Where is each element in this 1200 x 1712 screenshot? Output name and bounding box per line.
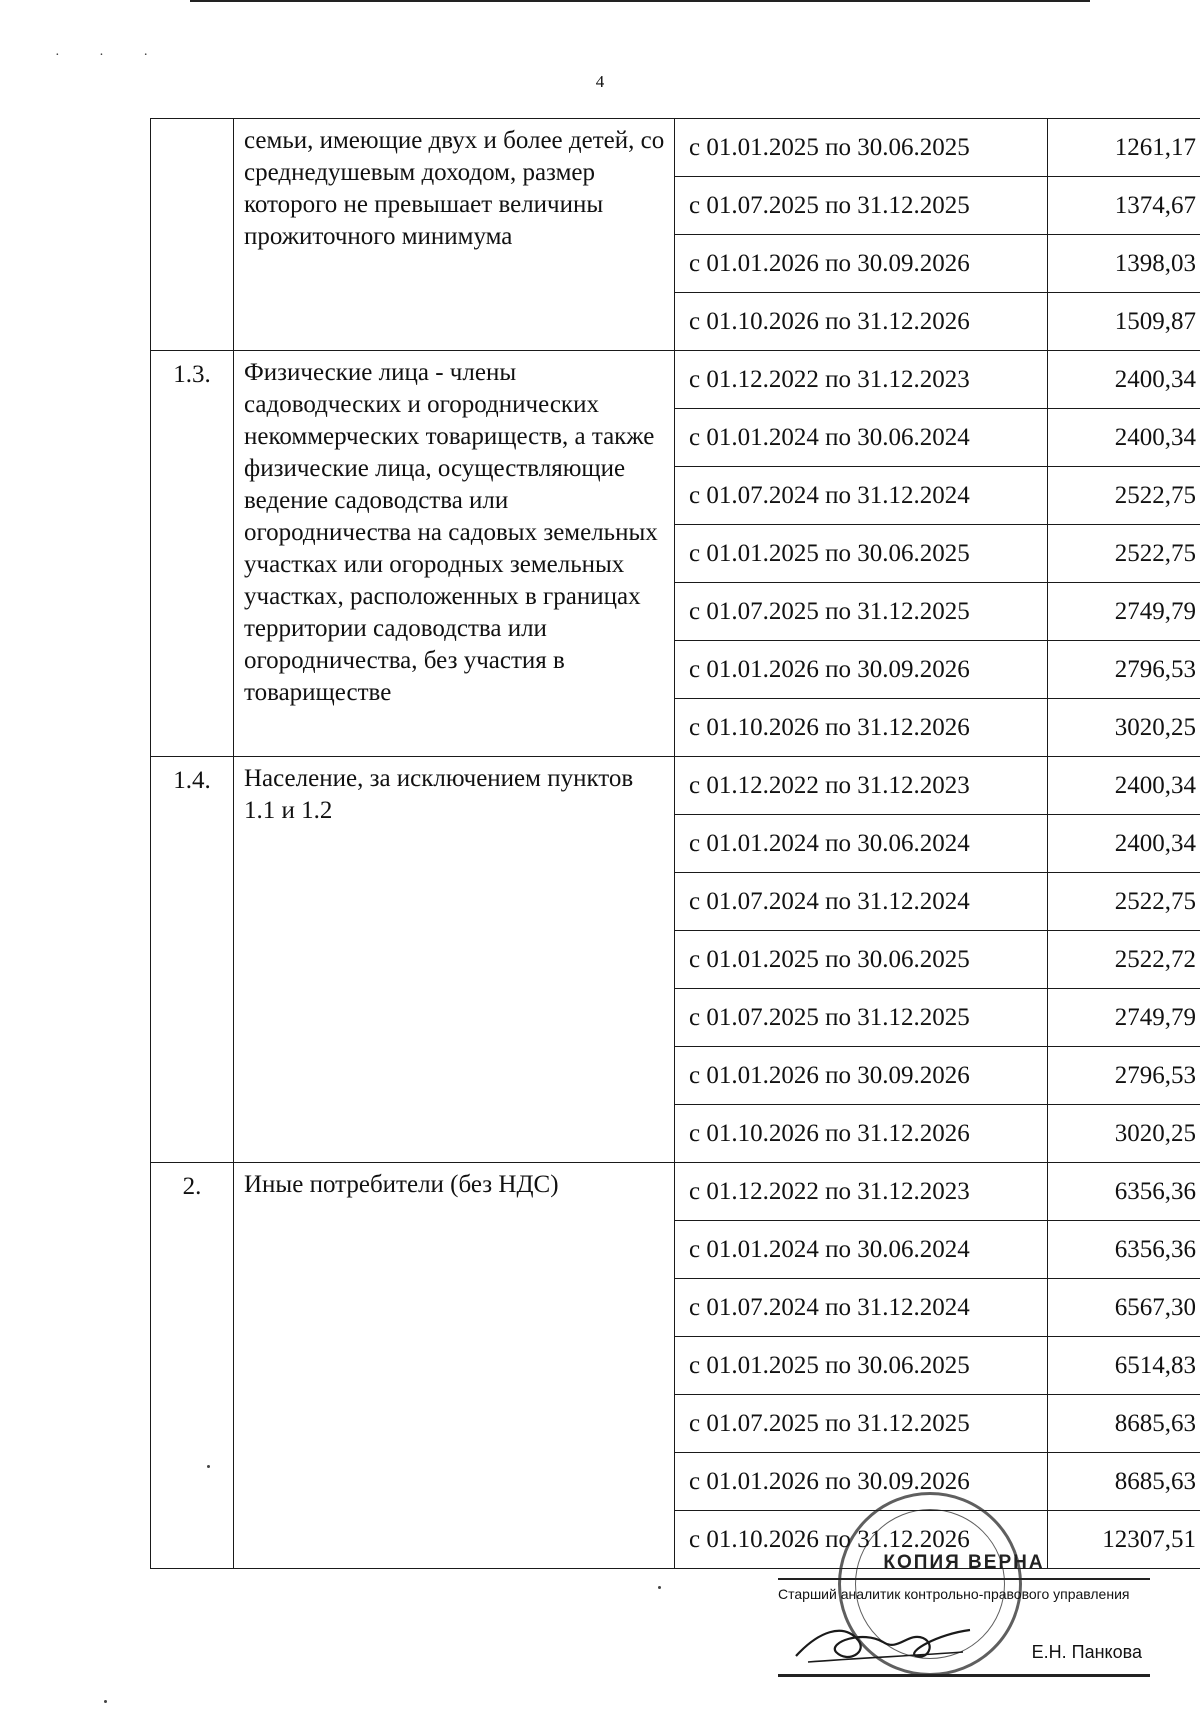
- handwritten-signature: [788, 1612, 978, 1672]
- consumer-category: семьи, имеющие двух и более детей, со среднедушевым доходом, размер которого не превышает величины прожиточного минимума: [234, 119, 675, 351]
- tariff-period: с 01.01.2025 по 30.06.2025: [675, 525, 1048, 583]
- table-row: [151, 1163, 1200, 1221]
- tariff-value: 1509,87: [1048, 293, 1200, 351]
- page-number: 4: [595, 72, 605, 91]
- table-row: [151, 351, 1200, 409]
- tariff-period: с 01.01.2026 по 30.09.2026: [675, 641, 1048, 699]
- table-row: [151, 119, 1200, 177]
- tariff-period: с 01.01.2025 по 30.06.2025: [675, 931, 1048, 989]
- scan-dot: [658, 1586, 661, 1589]
- tariff-value: 2796,53: [1048, 641, 1200, 699]
- tariff-value: 12307,51: [1048, 1511, 1200, 1569]
- tariff-period: с 01.01.2026 по 30.09.2026: [675, 1047, 1048, 1105]
- tariff-value: 2749,79: [1048, 989, 1200, 1047]
- tariff-value: 1374,67: [1048, 177, 1200, 235]
- tariff-period: с 01.12.2022 по 31.12.2023: [675, 1163, 1048, 1221]
- tariff-period: с 01.01.2025 по 30.06.2025: [675, 119, 1048, 177]
- tariff-value: 2522,75: [1048, 467, 1200, 525]
- tariff-period: с 01.12.2022 по 31.12.2023: [675, 351, 1048, 409]
- scan-specks: · · ·: [55, 48, 166, 63]
- item-number: 2.: [151, 1163, 234, 1569]
- tariff-value: 2522,72: [1048, 931, 1200, 989]
- tariff-period: с 01.01.2024 по 30.06.2024: [675, 409, 1048, 467]
- tariff-value: 2400,34: [1048, 757, 1200, 815]
- table-row: [151, 757, 1200, 815]
- tariff-period: с 01.01.2024 по 30.06.2024: [675, 815, 1048, 873]
- signer-position: Старший аналитик контрольно-правового управления: [778, 1586, 1130, 1602]
- tariff-value: 2522,75: [1048, 873, 1200, 931]
- certification-block: [778, 1552, 1150, 1677]
- tariff-period: с 01.10.2026 по 31.12.2026: [675, 1105, 1048, 1163]
- tariff-value: 1398,03: [1048, 235, 1200, 293]
- tariff-value: 6356,36: [1048, 1163, 1200, 1221]
- tariff-period: с 01.01.2026 по 30.09.2026: [675, 235, 1048, 293]
- scan-dot: [104, 1700, 107, 1703]
- tariff-value: 2400,34: [1048, 409, 1200, 467]
- tariff-period: с 01.10.2026 по 31.12.2026: [675, 1511, 1048, 1569]
- tariff-value: 8685,63: [1048, 1395, 1200, 1453]
- item-number: 1.4.: [151, 757, 234, 1163]
- consumer-category: Население, за исключением пунктов 1.1 и 1.2: [234, 757, 675, 1163]
- tariff-value: 8685,63: [1048, 1453, 1200, 1511]
- copy-verified-label: КОПИЯ ВЕРНА: [778, 1552, 1150, 1580]
- tariff-period: с 01.10.2026 по 31.12.2026: [675, 699, 1048, 757]
- tariff-value: 2749,79: [1048, 583, 1200, 641]
- tariff-period: с 01.07.2024 по 31.12.2024: [675, 1279, 1048, 1337]
- item-number: [151, 119, 234, 351]
- tariff-value: 2522,75: [1048, 525, 1200, 583]
- tariff-value: 2796,53: [1048, 1047, 1200, 1105]
- signature-row: [778, 1620, 1150, 1677]
- tariff-period: с 01.07.2025 по 31.12.2025: [675, 1395, 1048, 1453]
- tariff-value: 1261,17: [1048, 119, 1200, 177]
- tariff-value: 6514,83: [1048, 1337, 1200, 1395]
- scan-dot: [207, 1465, 210, 1468]
- tariff-period: с 01.07.2024 по 31.12.2024: [675, 467, 1048, 525]
- tariff-period: с 01.01.2026 по 30.09.2026: [675, 1453, 1048, 1511]
- signer-name: Е.Н. Панкова: [1031, 1642, 1142, 1662]
- tariff-value: 3020,25: [1048, 699, 1200, 757]
- tariff-value: 6567,30: [1048, 1279, 1200, 1337]
- tariff-value: 2400,34: [1048, 351, 1200, 409]
- tariff-period: с 01.10.2026 по 31.12.2026: [675, 293, 1048, 351]
- tariff-value: 2400,34: [1048, 815, 1200, 873]
- top-border-line: [190, 0, 1090, 2]
- tariff-period: с 01.07.2025 по 31.12.2025: [675, 177, 1048, 235]
- tariff-table: [150, 118, 1200, 1569]
- tariff-period: с 01.07.2024 по 31.12.2024: [675, 873, 1048, 931]
- tariff-period: с 01.07.2025 по 31.12.2025: [675, 989, 1048, 1047]
- tariff-value: 3020,25: [1048, 1105, 1200, 1163]
- tariff-period: с 01.12.2022 по 31.12.2023: [675, 757, 1048, 815]
- consumer-category: Иные потребители (без НДС): [234, 1163, 675, 1569]
- tariff-value: 6356,36: [1048, 1221, 1200, 1279]
- item-number: 1.3.: [151, 351, 234, 757]
- tariff-period: с 01.01.2024 по 30.06.2024: [675, 1221, 1048, 1279]
- tariff-period: с 01.01.2025 по 30.06.2025: [675, 1337, 1048, 1395]
- tariff-period: с 01.07.2025 по 31.12.2025: [675, 583, 1048, 641]
- consumer-category: Физические лица - члены садоводческих и огороднических некоммерческих товариществ, а также физические лица, осуществляющие ведение садоводства или огородничества на садовых земельных участках или огородных земельных участках, расположенных в границах территории садоводства или огородничества, без участия в товариществе: [234, 351, 675, 757]
